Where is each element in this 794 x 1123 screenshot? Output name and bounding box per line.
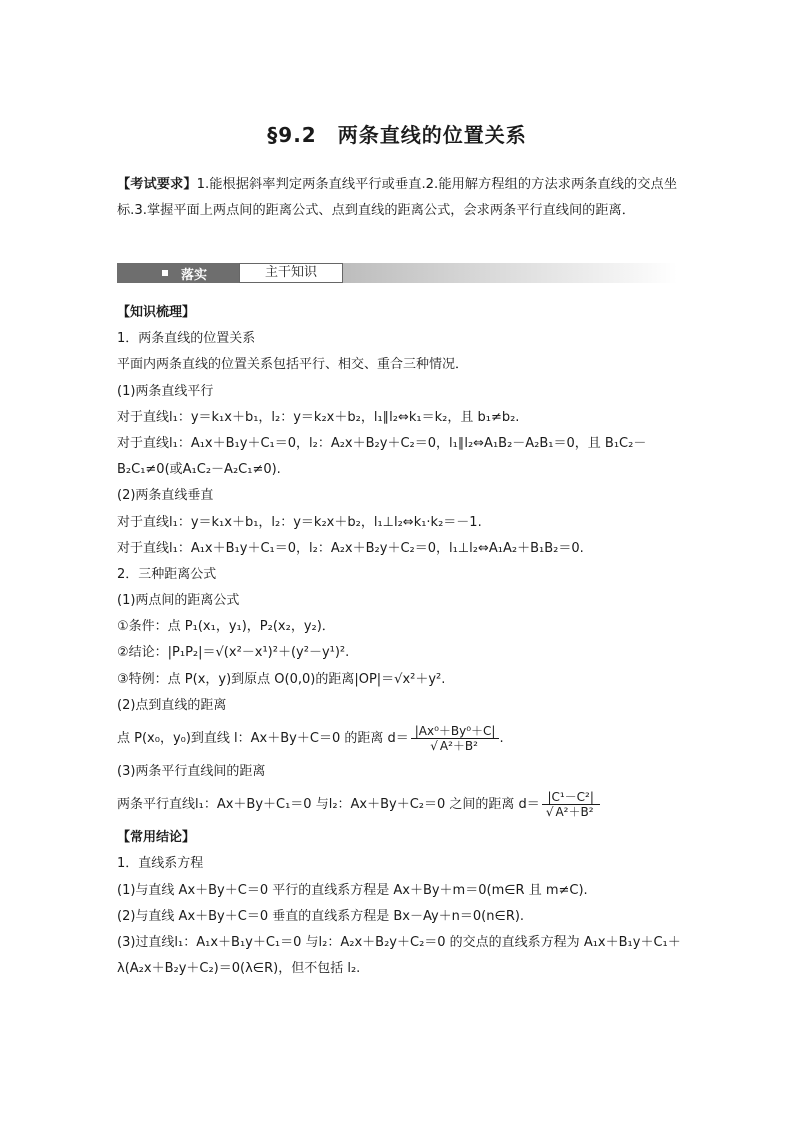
sqrt-radicand: A²＋B² (439, 739, 478, 753)
fraction (411, 724, 500, 753)
formula-suffix: . (499, 731, 504, 746)
text-line: (3)过直线l₁：A₁x＋B₁y＋C₁＝0 与l₂：A₂x＋B₂y＋C₂＝0 的交点的直线系方程为 A₁x＋B₁y＋C₁＋ (117, 934, 681, 950)
section-title: §9.2 两条直线的位置关系 (267, 123, 527, 147)
text-line: 对于直线l₁：y＝k₁x＋b₁，l₂：y＝k₂x＋b₂，l₁⊥l₂⇔k₁·k₂＝－1. (117, 514, 482, 530)
banner-gradient-bar (343, 263, 677, 283)
text-line: λ(A₂x＋B₂y＋C₂)＝0(λ∈R)，但不包括 l₂. (117, 961, 361, 977)
fraction-numerator: |C¹－C²| (542, 790, 600, 805)
text-line: (2)点到直线的距离 (117, 697, 227, 713)
text-line: 平面内两条直线的位置关系包括平行、相交、重合三种情况． (117, 357, 469, 373)
heading-knowledge: 【知识梳理】 (117, 305, 196, 320)
text-line: ①条件：点 P₁(x₁，y₁)，P₂(x₂，y₂)． (117, 619, 335, 635)
sqrt-radicand: A²＋B² (555, 805, 594, 820)
text-line: (1)两点间的距离公式 (117, 593, 240, 609)
text-line: 2．三种距离公式 (117, 566, 217, 582)
square-bullet-icon (162, 270, 168, 276)
parallel-distance-formula (117, 785, 679, 825)
knowledge-content (117, 300, 679, 982)
text-line: 1．直线系方程 (117, 856, 204, 872)
requirements-text: 1.能根据斜率判定两条直线平行或垂直.2.能用解方程组的方法求两条直线的交点坐标.3.掌握平面上两点间的距离公式、点到直线的距离公式，会求两条平行直线间的距离． (117, 177, 678, 218)
fraction-denominator: √ A²＋B² (545, 805, 594, 820)
formula-prefix: 点 P(x₀，y₀)到直线 l：Ax＋By＋C＝0 的距离 d＝ (117, 731, 409, 746)
banner-dark-label: 落实 (181, 268, 208, 283)
text-line: 1．两条直线的位置关系 (117, 331, 256, 347)
section-banner (117, 263, 677, 283)
banner-dark-tab (117, 263, 239, 283)
text-line: ③特例：点 P(x，y)到原点 O(0,0)的距离|OP|＝√x²＋y². (117, 671, 446, 687)
text-line: (1)与直线 Ax＋By＋C＝0 平行的直线系方程是 Ax＋By＋m＝0(m∈R 且 m≠C). (117, 882, 588, 898)
requirements-label: 【考试要求】 (117, 177, 197, 192)
text-line: (2)两条直线垂直 (117, 488, 214, 504)
text-line: (2)与直线 Ax＋By＋C＝0 垂直的直线系方程是 Bx－Ay＋n＝0(n∈R). (117, 908, 525, 924)
text-line: ②结论：|P₁P₂|＝√(x²－x¹)²＋(y²－y¹)². (117, 645, 350, 661)
banner-box-label: 主干知识 (239, 263, 343, 283)
text-line: 对于直线l₁：y＝k₁x＋b₁，l₂：y＝k₂x＋b₂，l₁∥l₂⇔k₁＝k₂，且 b₁≠b₂. (117, 409, 520, 425)
text-line: (1)两条直线平行 (117, 383, 214, 399)
text-line: (3)两条平行直线间的距离 (117, 764, 266, 779)
text-line: 对于直线l₁：A₁x＋B₁y＋C₁＝0，l₂：A₂x＋B₂y＋C₂＝0，l₁⊥l₂⇔A₁A₂＋B₁B₂＝0. (117, 540, 584, 556)
text-line: 对于直线l₁：A₁x＋B₁y＋C₁＝0，l₂：A₂x＋B₂y＋C₂＝0，l₁∥l₂⇔A₁B₂－A₂B₁＝0，且 B₁C₂－ (117, 435, 647, 451)
exam-requirements (117, 172, 677, 224)
text-line: B₂C₁≠0(或A₁C₂－A₂C₁≠0). (117, 462, 281, 478)
point-line-distance-formula (117, 719, 679, 759)
fraction-denominator: √ A²＋B² (430, 739, 478, 753)
formula-prefix: 两条平行直线l₁：Ax＋By＋C₁＝0 与l₂：Ax＋By＋C₂＝0 之间的距离 d＝ (117, 797, 540, 813)
fraction-numerator: |Ax⁰＋By⁰＋C| (411, 724, 500, 739)
heading-common-conclusions: 【常用结论】 (117, 830, 196, 846)
fraction (542, 790, 600, 819)
